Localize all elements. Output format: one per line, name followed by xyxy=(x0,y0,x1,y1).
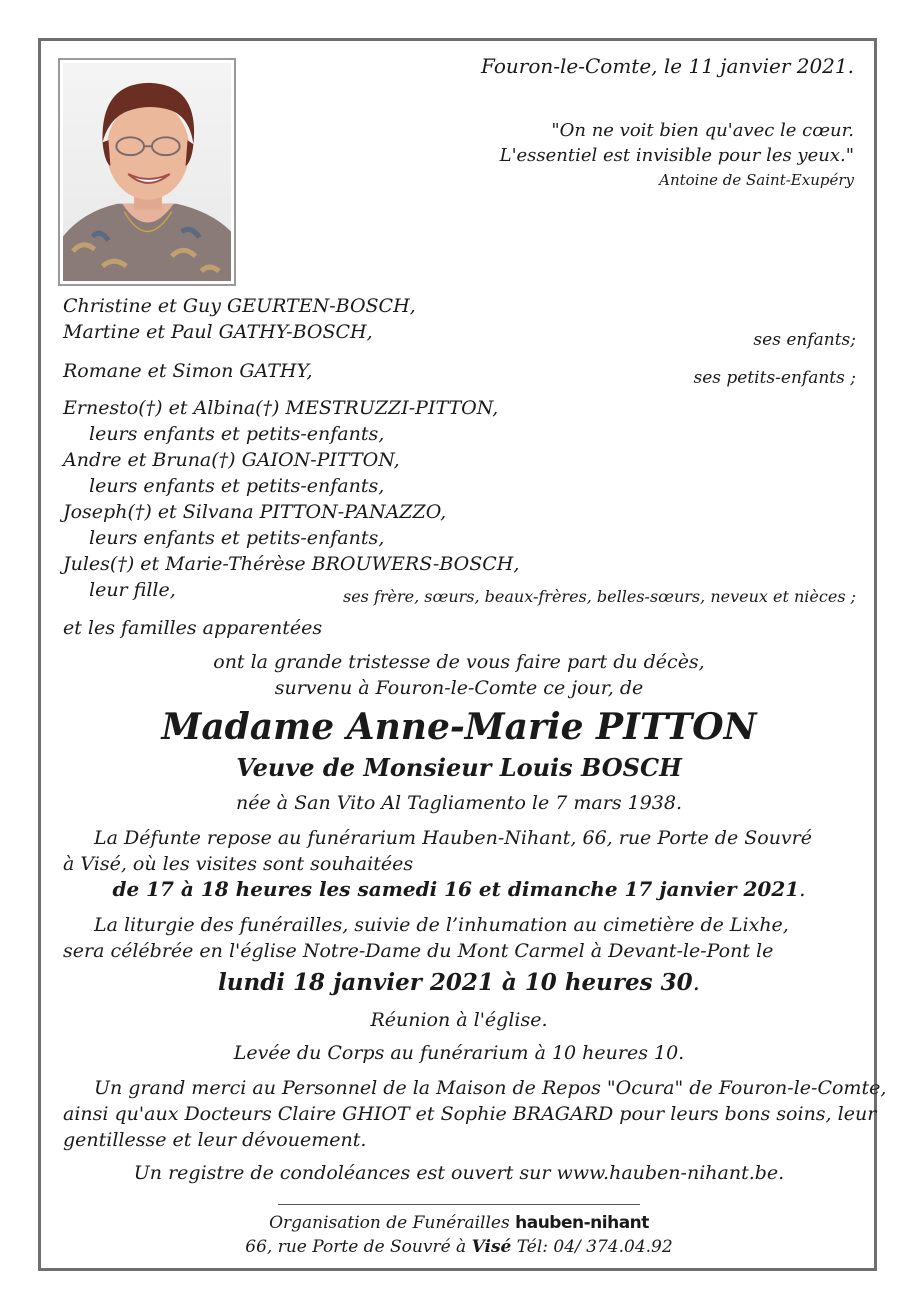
footer-org-prefix: Organisation de Funérailles xyxy=(269,1213,516,1233)
visit-hours-end: . xyxy=(799,877,806,901)
footer xyxy=(60,1211,858,1259)
family-line: Joseph(†) et Silvana PITTON-PANAZZO, xyxy=(63,501,447,523)
grandchildren-role: ses petits-enfants ; xyxy=(693,368,856,388)
family-line: Martine et Paul GATHY-BOSCH, xyxy=(63,321,373,343)
announcement-intro xyxy=(60,649,858,701)
family-line: Ernesto(†) et Albina(†) MESTRUZZI-PITTON, xyxy=(63,397,499,419)
deceased-name: Madame Anne-Marie PITTON xyxy=(161,706,757,748)
thanks-line: ainsi qu'aux Docteurs Claire GHIOT et Sophie BRAGARD pour leurs bons soins, leur xyxy=(63,1103,877,1125)
visit-hours xyxy=(60,877,858,901)
birth-line: née à San Vito Al Tagliamento le 7 mars 1938. xyxy=(235,792,683,814)
footer-city: Visé xyxy=(471,1237,512,1257)
funeral-datetime-text: lundi 18 janvier 2021 à 10 heures 30 xyxy=(218,969,693,996)
deceased-portrait xyxy=(58,58,236,286)
footer-org xyxy=(60,1211,858,1235)
thanks-line: Un grand merci au Personnel de la Maison de Repos "Ocura" de Fouron-le-Comte, xyxy=(94,1077,887,1099)
brand-logo: hauben-nihant xyxy=(515,1213,649,1233)
related-families: et les familles apparentées xyxy=(63,617,323,639)
levee-line: Levée du Corps au funérarium à 10 heures 10. xyxy=(233,1042,685,1064)
funeral-line: sera célébrée en l'église Notre-Dame du Mont Carmel à Devant-le-Pont le xyxy=(63,940,774,962)
date-line: Fouron-le-Comte, le 11 janvier 2021. xyxy=(481,54,854,78)
family-line: Andre et Bruna(†) GAION-PITTON, xyxy=(63,449,400,471)
announcement-line: ont la grande tristesse de vous faire part du décès, xyxy=(213,651,705,673)
register-line: Un registre de condoléances est ouvert sur www.hauben-nihant.be. xyxy=(133,1162,785,1184)
quote-author: Antoine de Saint-Exupéry xyxy=(659,171,854,189)
footer-address-prefix: 66, rue Porte de Souvré à xyxy=(245,1237,472,1257)
visit-hours-text: de 17 à 18 heures les samedi 16 et dimanche 17 janvier 2021 xyxy=(112,877,800,901)
funeral-line: La liturgie des funérailles, suivie de l’inhumation au cimetière de Lixhe, xyxy=(94,914,789,936)
announcement-line: survenu à Fouron-le-Comte ce jour, de xyxy=(274,677,644,699)
grandchildren-names: Romane et Simon GATHY, xyxy=(63,360,313,382)
quote xyxy=(500,118,854,168)
quote-line: "On ne voit bien qu'avec le cœur. xyxy=(551,120,854,141)
family-line: leurs enfants et petits-enfants, xyxy=(89,527,385,549)
family-line: leur fille, xyxy=(89,579,176,601)
visits-line: à Visé, où les visites sont souhaitées xyxy=(63,853,414,875)
portrait-image xyxy=(63,63,231,281)
funeral-datetime-end: . xyxy=(692,970,700,996)
family-line: Christine et Guy GEURTEN-BOSCH, xyxy=(63,295,416,317)
footer-phone: Tél: 04/ 374.04.92 xyxy=(511,1237,673,1257)
visits-line: La Défunte repose au funérarium Hauben-Nihant, 66, rue Porte de Souvré xyxy=(94,827,812,849)
children-names xyxy=(63,293,416,345)
meeting-line: Réunion à l'église. xyxy=(370,1009,548,1031)
family-line: Jules(†) et Marie-Thérèse BROUWERS-BOSCH, xyxy=(63,553,520,575)
footer-address xyxy=(60,1235,858,1259)
family-line: leurs enfants et petits-enfants, xyxy=(89,423,385,445)
footer-divider xyxy=(278,1204,640,1205)
thanks-line: gentillesse et leur dévouement. xyxy=(63,1129,367,1151)
children-role: ses enfants; xyxy=(753,330,856,350)
quote-line: L'essentiel est invisible pour les yeux." xyxy=(499,145,854,166)
widow-of: Veuve de Monsieur Louis BOSCH xyxy=(236,753,682,782)
family-line: leurs enfants et petits-enfants, xyxy=(89,475,385,497)
funeral-datetime xyxy=(60,969,858,996)
siblings-role: ses frère, sœurs, beaux-frères, belles-sœurs, neveux et nièces ; xyxy=(343,587,856,606)
siblings-names xyxy=(63,395,519,603)
